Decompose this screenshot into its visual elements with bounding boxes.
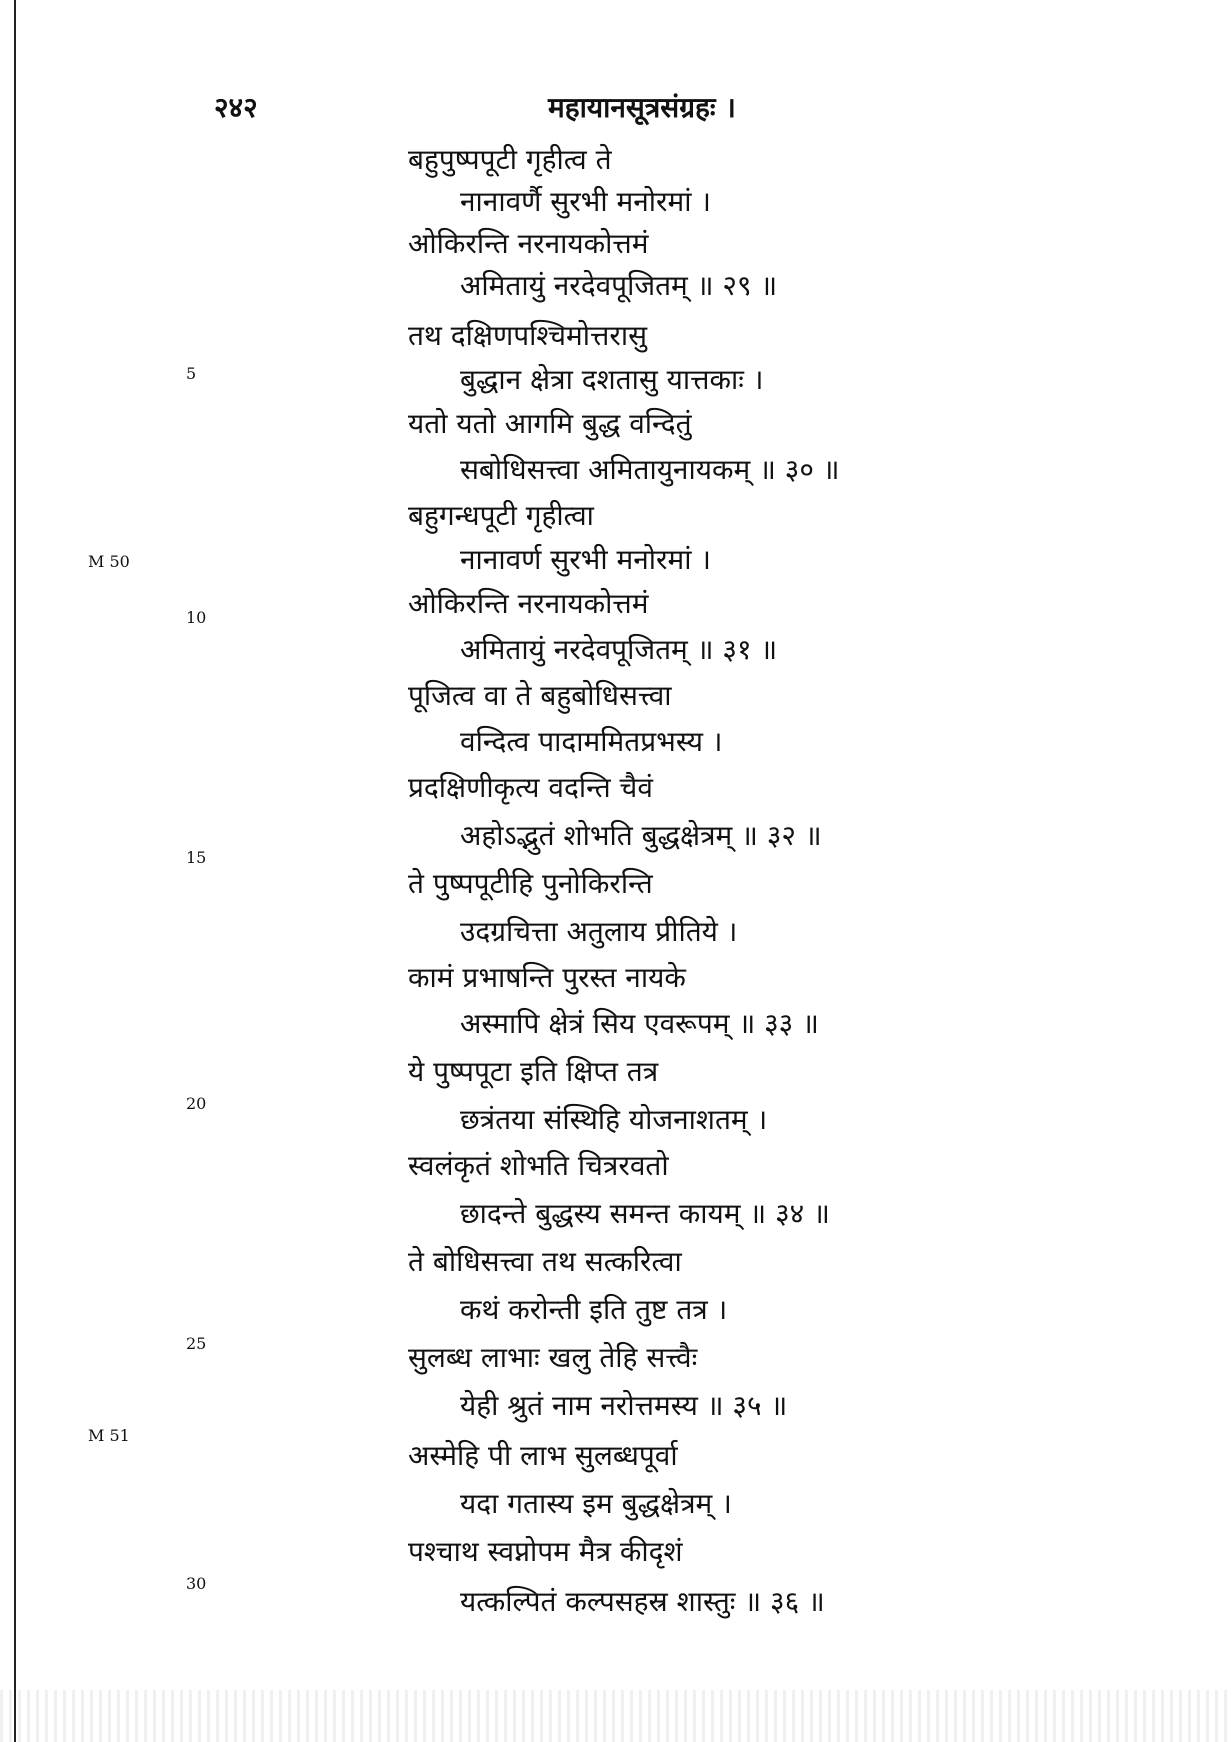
verse-line: सुलब्ध लाभाः खलु तेहि सत्त्वैः (408, 1341, 698, 1374)
verse-line: स्वलंकृतं शोभति चित्ररवतो (408, 1149, 669, 1182)
manuscript-ref: M 50 (88, 552, 130, 571)
verse-line: ये पुष्पपूटा इति क्षिप्त तत्र (408, 1055, 659, 1088)
verse-line: अमितायुं नरदेवपूजितम् ॥ २९ ॥ (460, 269, 778, 302)
verse-line: छादन्ते बुद्धस्य समन्त कायम् ॥ ३४ ॥ (460, 1197, 830, 1230)
verse-line: पश्चाथ स्वप्नोपम मैत्र कीदृशं (408, 1535, 683, 1568)
verse-line: अहोऽद्भुतं शोभति बुद्धक्षेत्रम् ॥ ३२ ॥ (460, 819, 822, 852)
verse-line: कामं प्रभाषन्ति पुरस्त नायके (408, 961, 686, 994)
verse-line: प्रदक्षिणीकृत्य वदन्ति चैवं (408, 771, 653, 804)
margin-line-number: 20 (186, 1094, 207, 1113)
manuscript-ref: M 51 (88, 1426, 130, 1445)
margin-line-number: 15 (186, 848, 207, 867)
verse-line: बहुगन्धपूटी गृहीत्वा (408, 499, 594, 532)
running-title: महायानसूत्रसंग्रहः । (548, 91, 736, 124)
verse-line: यत्कल्पितं कल्पसहस्र शास्तुः ॥ ३६ ॥ (460, 1585, 825, 1618)
margin-line-number: 5 (186, 364, 197, 383)
verse-line: छत्रंतया संस्थिहि योजनाशतम् । (460, 1103, 768, 1136)
margin-line-number: 25 (186, 1334, 207, 1353)
scan-noise (0, 1690, 1232, 1742)
verse-line: अस्मापि क्षेत्रं सिय एवरूपम् ॥ ३३ ॥ (460, 1007, 819, 1040)
margin-line-number: 30 (186, 1574, 207, 1593)
verse-line: कथं करोन्ती इति तुष्ट तत्र । (460, 1293, 728, 1326)
verse-line: अस्मेहि पी लाभ सुलब्धपूर्वा (408, 1439, 678, 1472)
verse-line: पूजित्व वा ते बहुबोधिसत्त्वा (408, 679, 672, 712)
page-number: २४२ (214, 91, 258, 124)
verse-line: यतो यतो आगमि बुद्ध वन्दितुं (408, 407, 692, 440)
verse-line: ओकिरन्ति नरनायकोत्तमं (408, 227, 649, 260)
verse-line: अमितायुं नरदेवपूजितम् ॥ ३१ ॥ (460, 633, 778, 666)
page-header (0, 88, 1232, 128)
verse-line: ते बोधिसत्त्वा तथ सत्करित्वा (408, 1245, 682, 1278)
page-edge-line (14, 0, 16, 1742)
verse-line: तथ दक्षिणपश्चिमोत्तरासु (408, 319, 648, 352)
margin-line-number: 10 (186, 608, 207, 627)
verse-line: सबोधिसत्त्वा अमितायुनायकम् ॥ ३० ॥ (460, 453, 840, 486)
verse-line: नानावर्णै सुरभी मनोरमां । (460, 185, 712, 218)
verse-line: उदग्रचित्ता अतुलाय प्रीतिये । (460, 915, 738, 948)
verse-line: बुद्धान क्षेत्रा दशतासु यात्तकाः । (460, 363, 764, 396)
verse-line: बहुपुष्पपूटी गृहीत्व ते (408, 143, 612, 176)
verse-line: ओकिरन्ति नरनायकोत्तमं (408, 587, 649, 620)
verse-line: येही श्रुतं नाम नरोत्तमस्य ॥ ३५ ॥ (460, 1389, 788, 1422)
verse-line: यदा गतास्य इम बुद्धक्षेत्रम् । (460, 1487, 732, 1520)
verse-line: ते पुष्पपूटीहि पुनोकिरन्ति (408, 867, 653, 900)
verse-line: वन्दित्व पादाममितप्रभस्य । (460, 725, 723, 758)
verse-line: नानावर्ण सुरभी मनोरमां । (460, 543, 712, 576)
